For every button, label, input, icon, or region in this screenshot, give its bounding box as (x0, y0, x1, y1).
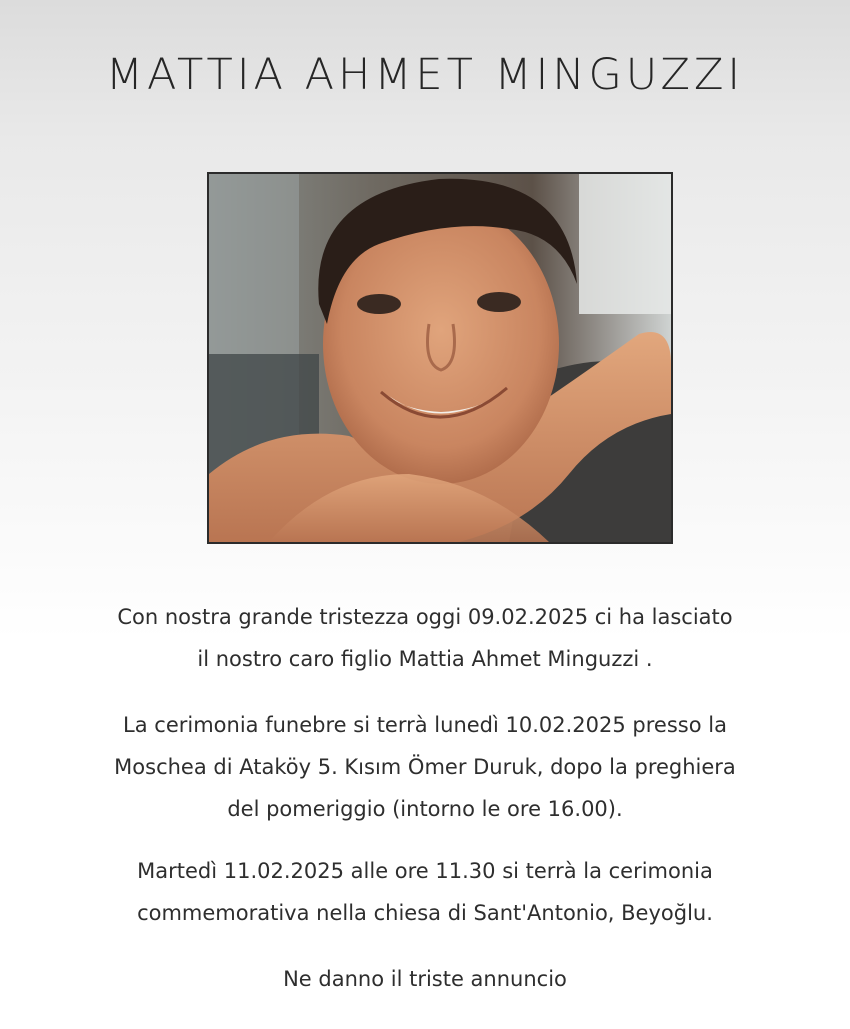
text-line: La cerimonia funebre si terrà lunedì 10.02.2025 presso la (123, 713, 727, 737)
text-line: Ne danno il triste annuncio (283, 967, 567, 991)
funeral-ceremony-paragraph (30, 704, 820, 830)
text-line: Moschea di Ataköy 5. Kısım Ömer Duruk, dopo la preghiera (114, 755, 736, 779)
text-line: del pomeriggio (intorno le ore 16.00). (227, 797, 623, 821)
text-line: il nostro caro figlio Mattia Ahmet Minguzzi . (197, 647, 653, 671)
text-line: Con nostra grande tristezza oggi 09.02.2025 ci ha lasciato (117, 605, 733, 629)
commemorative-ceremony-paragraph (30, 850, 820, 934)
closing-paragraph (30, 958, 820, 1000)
portrait-photo (207, 172, 673, 544)
page-title: MATTIA AHMET MINGUZZI (105, 50, 745, 100)
portrait-photo-icon (209, 174, 671, 542)
text-line: commemorativa nella chiesa di Sant'Antonio, Beyoğlu. (137, 901, 713, 925)
text-line: Martedì 11.02.2025 alle ore 11.30 si terrà la cerimonia (137, 859, 713, 883)
announcement-paragraph (30, 596, 820, 680)
